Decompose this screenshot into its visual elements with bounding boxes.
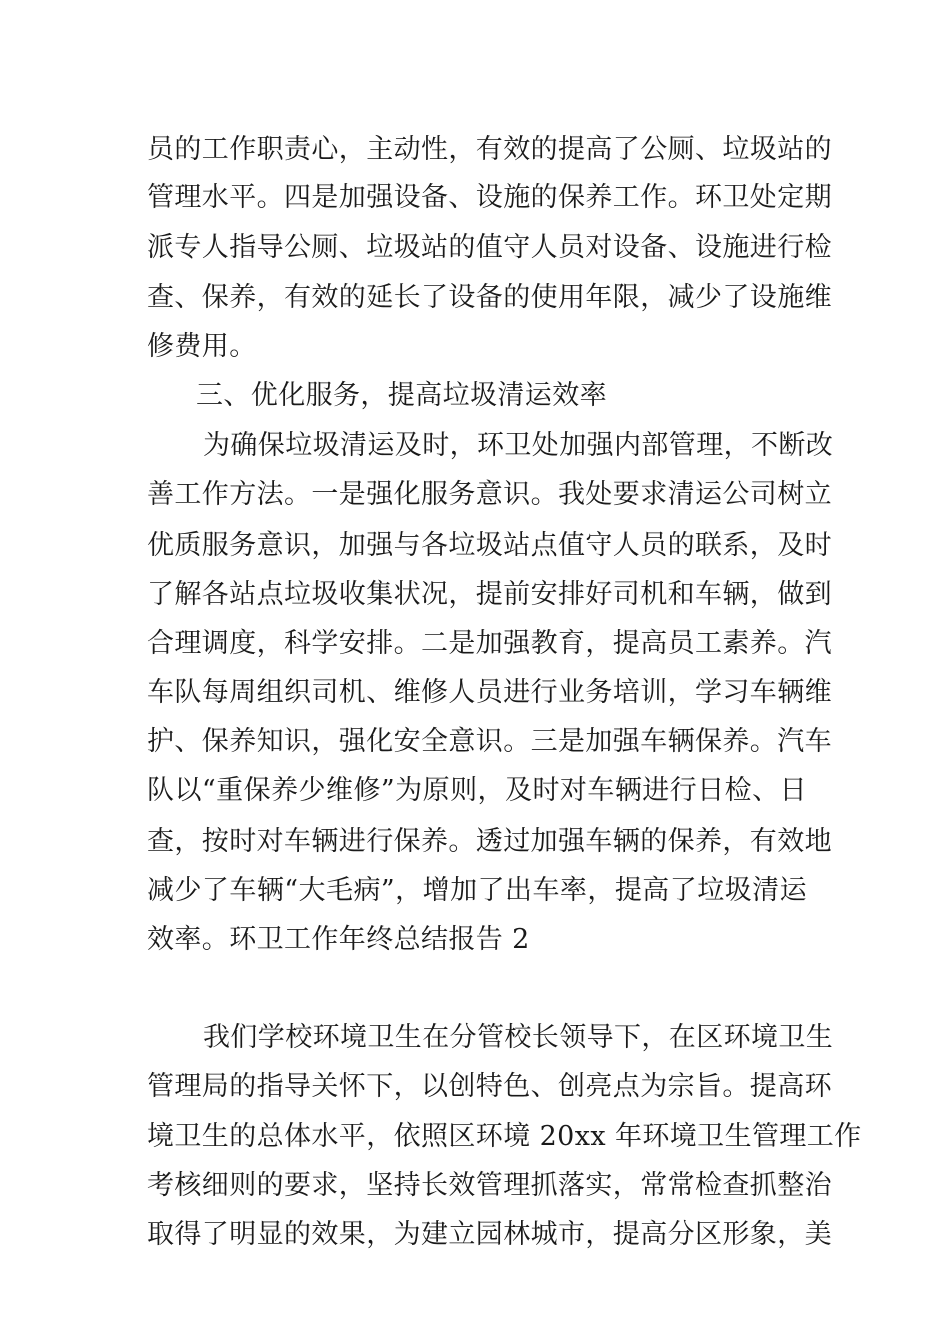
paragraph-first-line: 我们学校环境卫生在分管校长领导下，在区环境卫生 <box>203 1022 834 1053</box>
body-text-line: 队以“重保养少维修”为原则，及时对车辆进行日检、日 <box>147 775 807 806</box>
body-text-line: 护、保养知识，强化安全意识。三是加强车辆保养。汽车 <box>147 726 832 757</box>
body-text-line: 管理水平。四是加强设备、设施的保养工作。环卫处定期 <box>147 182 832 213</box>
body-text-line: 员的工作职责心，主动性，有效的提高了公厕、垃圾站的 <box>147 134 832 165</box>
body-text-line: 效率。环卫工作年终总结报告 2 <box>147 924 530 955</box>
body-text-line: 减少了车辆“大毛病”，增加了出车率，提高了垃圾清运 <box>147 875 807 906</box>
body-text-line: 派专人指导公厕、垃圾站的值守人员对设备、设施进行检 <box>147 232 832 263</box>
section-heading: 三、优化服务，提高垃圾清运效率 <box>196 380 607 411</box>
body-text-line: 优质服务意识，加强与各垃圾站点值守人员的联系，及时 <box>147 530 832 561</box>
body-text-line: 查，按时对车辆进行保养。透过加强车辆的保养，有效地 <box>147 826 832 857</box>
body-text-line: 车队每周组织司机、维修人员进行业务培训，学习车辆维 <box>147 677 832 708</box>
body-text-line: 取得了明显的效果，为建立园林城市，提高分区形象，美 <box>147 1219 832 1250</box>
body-text-line: 合理调度，科学安排。二是加强教育，提高员工素养。汽 <box>147 628 832 659</box>
paragraph-first-line: 为确保垃圾清运及时，环卫处加强内部管理，不断改 <box>203 430 834 461</box>
body-text-line: 善工作方法。一是强化服务意识。我处要求清运公司树立 <box>147 479 832 510</box>
body-text-line: 境卫生的总体水平，依照区环境 20xx 年环境卫生管理工作 <box>147 1121 862 1152</box>
body-text-line: 考核细则的要求，坚持长效管理抓落实，常常检查抓整治 <box>147 1170 832 1201</box>
body-text-line: 查、保养，有效的延长了设备的使用年限，减少了设施维 <box>147 282 832 313</box>
body-text-line: 了解各站点垃圾收集状况，提前安排好司机和车辆，做到 <box>147 579 832 610</box>
body-text-line: 修费用。 <box>147 331 257 362</box>
body-text-line: 管理局的指导关怀下，以创特色、创亮点为宗旨。提高环 <box>147 1071 832 1102</box>
